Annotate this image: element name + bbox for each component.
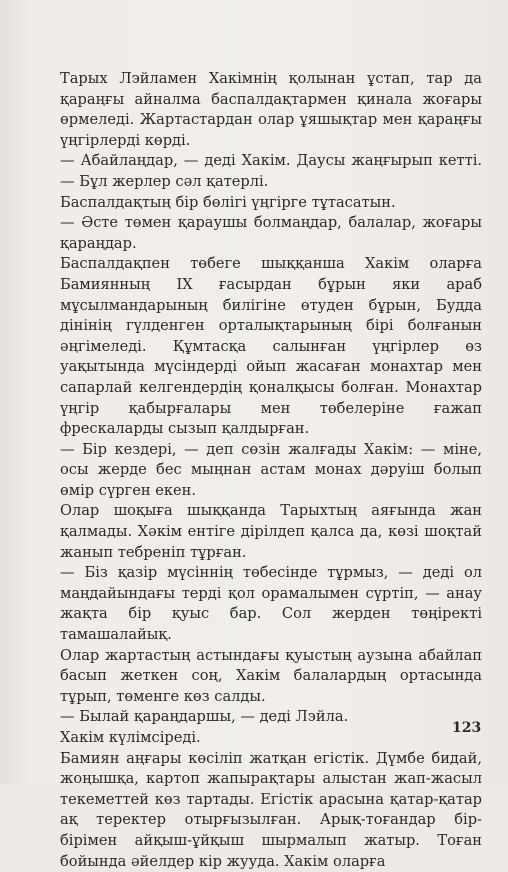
body-text (60, 69, 482, 872)
paragraph: — Біз қазір мүсіннің төбесінде тұрмыз, — деді ол маңдайындағы терді қол орамалымен сүртіп, — анау жақта бір қуыс бар. Сол жерден төңіректі тамашалайық. (60, 564, 482, 644)
paragraph: Тарых Лэйламен Хакімнің қолынан ұстап, тар да қараңғы айналма баспалдақтармен қинала жоғары өрмеледі. Жартастардан олар ұяшықтар мен қараңғы үңгірлерді көрді. (60, 70, 482, 149)
paragraph: Хакім күлімсіреді. (60, 729, 201, 746)
paragraph: — Абайлаңдар, — деді Хакім. Даусы жаңғырып кетті. — Бұл жерлер сәл қатерлі. (60, 152, 482, 190)
paragraph: Бамиян аңғары көсіліп жатқан егістік. Дүмбе бидай, жоңышқа, картоп жапырақтары алыстан жап-жасыл текеметтей көз тартады. Егістік арасына қатар-қатар ақ теректер отырғызылған. Арық-тоғандар бір-бірімен айқыш-ұйқыш шырмалып жатыр. Тоған бойында әйелдер кір жууда. Хакім оларға (60, 749, 482, 870)
paragraph: — Әсте төмен қараушы болмаңдар, балалар, жоғары қараңдар. (60, 214, 482, 252)
paragraph: Баспалдақпен төбеге шыққанша Хакім оларға Бамиянның IX ғасырдан бұрын яки араб мұсылмандарының билігіне өтуден бұрын, Будда дінінің гүлденген орталықтарының бірі болғанын әңгімеледі. Құмтасқа салынған үңгірлер өз уақытында мүсіндерді ойып жасаған монахтар мен сапарлай келгендердің қоналқысы болған. Монахтар үңгір қабырғалары мен төбелеріне ғажап фрескаларды сызып қалдырған. (60, 255, 482, 438)
paragraph: Олар жартастың астындағы қуыстың аузына абайлап басып жеткен соң, Хакім балалардың ортасында тұрып, төменге көз салды. (60, 646, 482, 705)
page-number: 123 (452, 720, 482, 736)
paragraph: — Былай қараңдаршы, — деді Лэйла. (60, 708, 349, 726)
paragraph: Олар шоқыға шыққанда Тарыхтың аяғында жан қалмады. Хәкім ентіге дірілдеп қалса да, көзі шоқтай жанып тебреніп тұрған. (60, 502, 482, 561)
paragraph: Баспалдақтың бір бөлігі үңгірге тұтасатын. (60, 193, 396, 211)
paragraph: — Бір кездері, — деп сөзін жалғады Хакім: — міне, осы жерде бес мыңнан астам монах дәруіш болып өмір сүрген екен. (60, 440, 482, 499)
